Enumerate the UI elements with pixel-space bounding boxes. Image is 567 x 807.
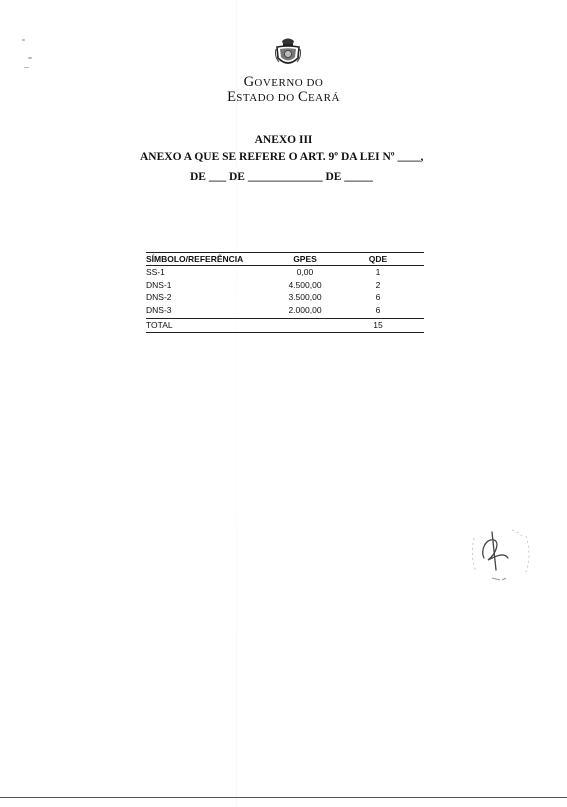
government-line-2: ESTADO DO CEARÁ [227, 89, 340, 105]
table-row [146, 305, 424, 317]
cell-gpes: 2.000,00 [288, 305, 322, 315]
total-label: TOTAL [146, 320, 173, 330]
annex-subtitle-line-2: DE ___ DE _____________ DE _____ [190, 171, 374, 183]
cell-qde: 2 [375, 280, 381, 290]
table-top-rule [146, 252, 424, 253]
government-line-1: GOVERNO DO [243, 74, 324, 90]
cell-symbol: SS-1 [146, 267, 165, 277]
cell-qde: 6 [375, 305, 381, 315]
header-symbol: SÍMBOLO/REFERÊNCIA [146, 254, 244, 264]
table-row [146, 280, 424, 292]
header-qde: QDE [368, 254, 388, 264]
header-gpes: GPES [293, 254, 317, 264]
scan-speck [24, 67, 29, 68]
cell-gpes: 3.500,00 [288, 292, 322, 302]
handwritten-initial-icon [466, 522, 536, 586]
state-coat-of-arms-icon [275, 36, 301, 68]
cell-gpes: 0,00 [296, 267, 314, 277]
annex-subtitle-line-1: ANEXO A QUE SE REFERE O ART. 9º DA LEI Nº ____, [140, 151, 424, 163]
cell-symbol: DNS-1 [146, 280, 172, 290]
table-total-rule [146, 318, 424, 319]
scan-speck [22, 39, 25, 41]
cell-symbol: DNS-3 [146, 305, 172, 315]
cell-qde: 1 [375, 267, 381, 277]
table-bottom-rule [146, 332, 424, 333]
cell-qde: 6 [375, 292, 381, 302]
total-value: 15 [373, 320, 383, 330]
table-row [146, 267, 424, 279]
scan-speck [28, 57, 32, 59]
annex-title: ANEXO III [254, 134, 313, 146]
cell-symbol: DNS-2 [146, 292, 172, 302]
table-row [146, 292, 424, 304]
cell-gpes: 4.500,00 [288, 280, 322, 290]
table-header-rule [146, 265, 424, 266]
table-total-row [146, 320, 424, 332]
page-bottom-edge [0, 797, 567, 798]
scan-fold-line [236, 0, 237, 807]
